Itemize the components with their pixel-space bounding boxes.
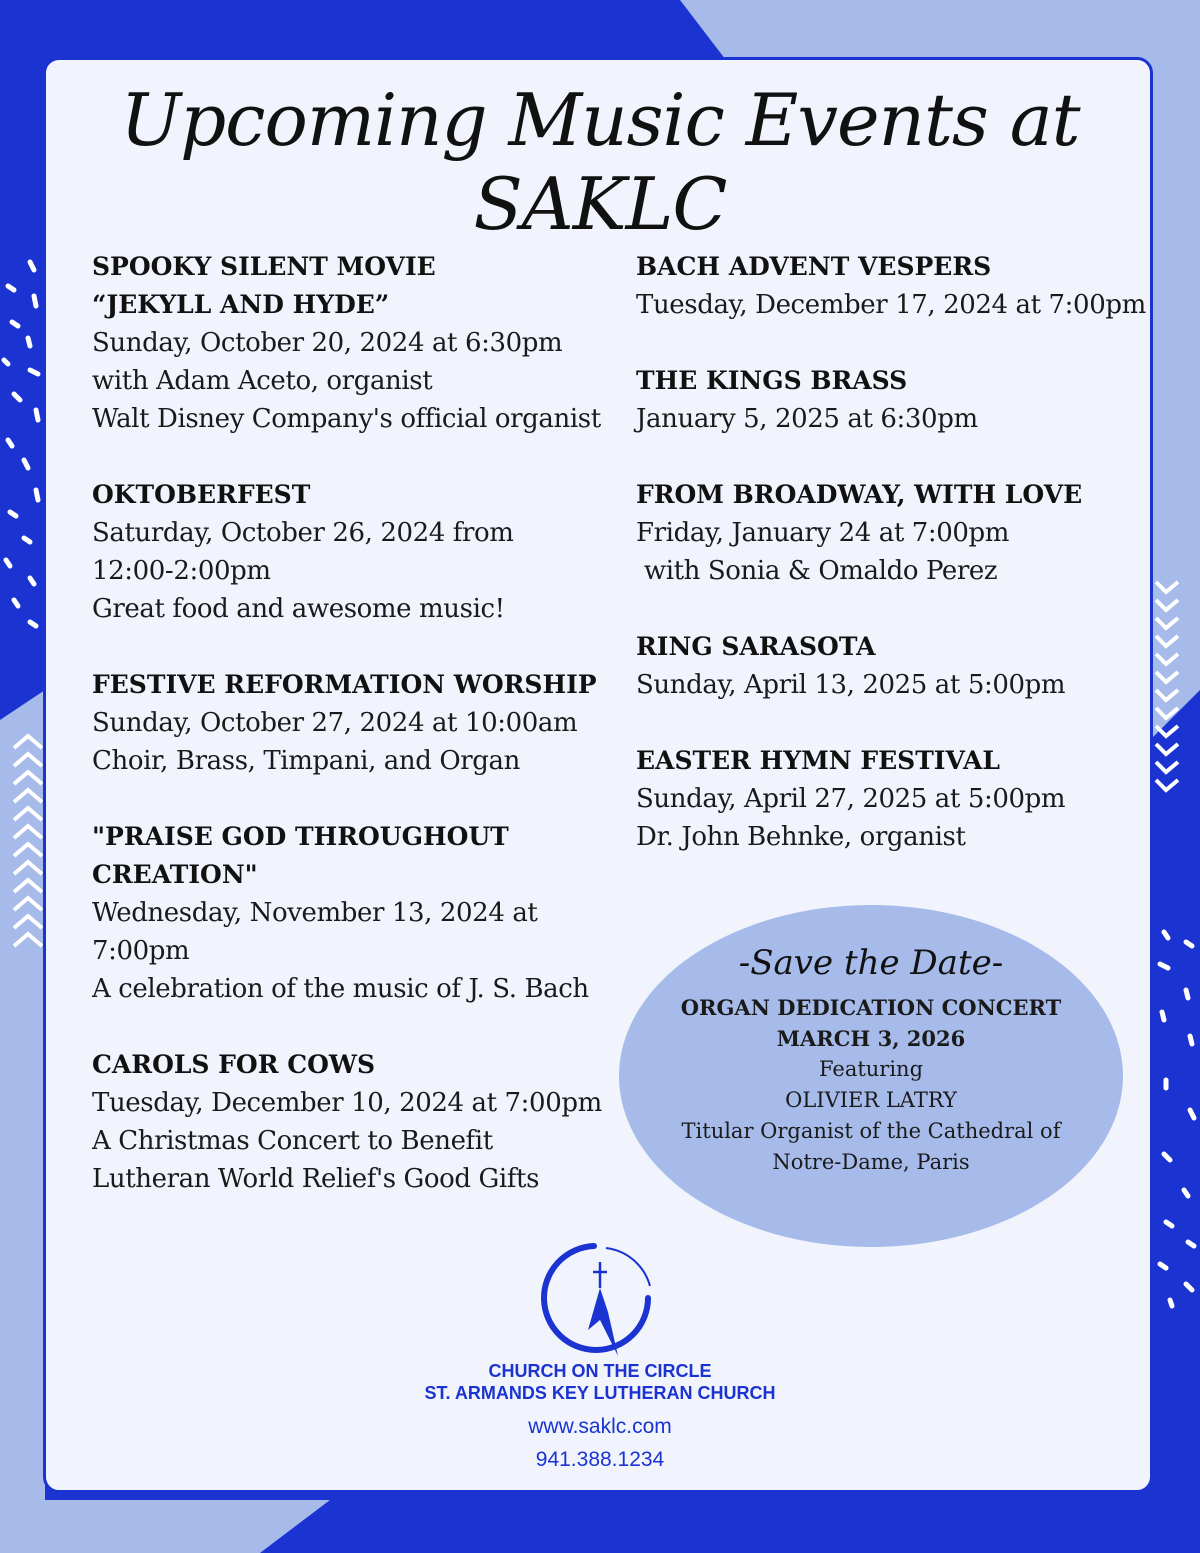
event-detail: A Christmas Concert to Benefit: [92, 1126, 493, 1156]
event-title: “JEKYLL AND HYDE”: [92, 290, 390, 319]
save-the-date-date: MARCH 3, 2026: [776, 1026, 966, 1051]
right-events-column: [636, 248, 1156, 894]
event-detail: Sunday, October 27, 2024 at 10:00am: [92, 708, 578, 738]
event-detail: Sunday, October 20, 2024 at 6:30pm: [92, 328, 563, 358]
event-detail: Tuesday, December 17, 2024 at 7:00pm: [636, 290, 1146, 320]
event-detail: Great food and awesome music!: [92, 594, 505, 624]
event-detail: with Adam Aceto, organist: [92, 366, 433, 396]
save-the-date-featuring: Featuring: [818, 1057, 924, 1081]
save-the-date-performer: OLIVIER LATRY: [785, 1088, 957, 1112]
event-from-broadway-with-love: [636, 476, 1156, 590]
event-title: RING SARASOTA: [636, 632, 876, 661]
event-title: SPOOKY SILENT MOVIE: [92, 252, 436, 281]
event-carols-for-cows: [92, 1046, 612, 1198]
event-detail: Saturday, October 26, 2024 from: [92, 518, 514, 548]
save-the-date-role-line2: Notre-Dame, Paris: [772, 1150, 970, 1174]
event-detail: Choir, Brass, Timpani, and Organ: [92, 746, 520, 776]
event-title: BACH ADVENT VESPERS: [636, 252, 992, 281]
save-the-date-heading: -Save the Date-: [738, 943, 1004, 983]
event-detail: 7:00pm: [92, 936, 190, 966]
event-praise-god-throughout-creation: [92, 818, 612, 1008]
left-events-column: [92, 248, 612, 1236]
phone-number[interactable]: 941.388.1234: [535, 1448, 665, 1471]
event-title: THE KINGS BRASS: [636, 366, 908, 395]
event-detail: Tuesday, December 10, 2024 at 7:00pm: [92, 1088, 602, 1118]
event-detail: 12:00-2:00pm: [92, 556, 271, 586]
event-detail: Sunday, April 13, 2025 at 5:00pm: [636, 670, 1066, 700]
event-title: "PRAISE GOD THROUGHOUT: [92, 822, 509, 851]
event-detail: Dr. John Behnke, organist: [636, 822, 966, 852]
event-festive-reformation-worship: [92, 666, 612, 780]
save-the-date-role-line1: Titular Organist of the Cathedral of: [681, 1119, 1061, 1143]
event-detail: January 5, 2025 at 6:30pm: [636, 404, 978, 434]
cross-circle-logo-icon: [536, 1240, 662, 1366]
event-title: FROM BROADWAY, WITH LOVE: [636, 480, 1083, 509]
event-detail: Lutheran World Relief's Good Gifts: [92, 1164, 540, 1194]
event-detail: Sunday, April 27, 2025 at 5:00pm: [636, 784, 1066, 814]
event-title: EASTER HYMN FESTIVAL: [636, 746, 1000, 775]
event-title: OKTOBERFEST: [92, 480, 311, 509]
event-detail: A celebration of the music of J. S. Bach: [92, 974, 589, 1004]
event-bach-advent-vespers: [636, 248, 1156, 324]
event-title: CAROLS FOR COWS: [92, 1050, 375, 1079]
page-title: Upcoming Music Events at SAKLC: [120, 78, 1080, 246]
website-link[interactable]: www.saklc.com: [528, 1415, 672, 1438]
event-detail: Friday, January 24 at 7:00pm: [636, 518, 1010, 548]
save-the-date-content: [619, 938, 1123, 1178]
event-title: CREATION": [92, 860, 258, 889]
event-detail: with Sonia & Omaldo Perez: [636, 556, 998, 586]
event-detail: Walt Disney Company's official organist: [92, 404, 601, 434]
event-the-kings-brass: [636, 362, 1156, 438]
church-full-name: ST. ARMANDS KEY LUTHERAN CHURCH: [424, 1383, 776, 1403]
event-ring-sarasota: [636, 628, 1156, 704]
footer: [0, 1360, 1200, 1476]
event-spooky-silent-movie: [92, 248, 612, 438]
event-detail: Wednesday, November 13, 2024 at: [92, 898, 538, 928]
save-the-date-event: ORGAN DEDICATION CONCERT: [680, 995, 1062, 1020]
event-oktoberfest: [92, 476, 612, 628]
church-name: CHURCH ON THE CIRCLE: [488, 1361, 712, 1381]
event-easter-hymn-festival: [636, 742, 1156, 856]
event-title: FESTIVE REFORMATION WORSHIP: [92, 670, 597, 699]
